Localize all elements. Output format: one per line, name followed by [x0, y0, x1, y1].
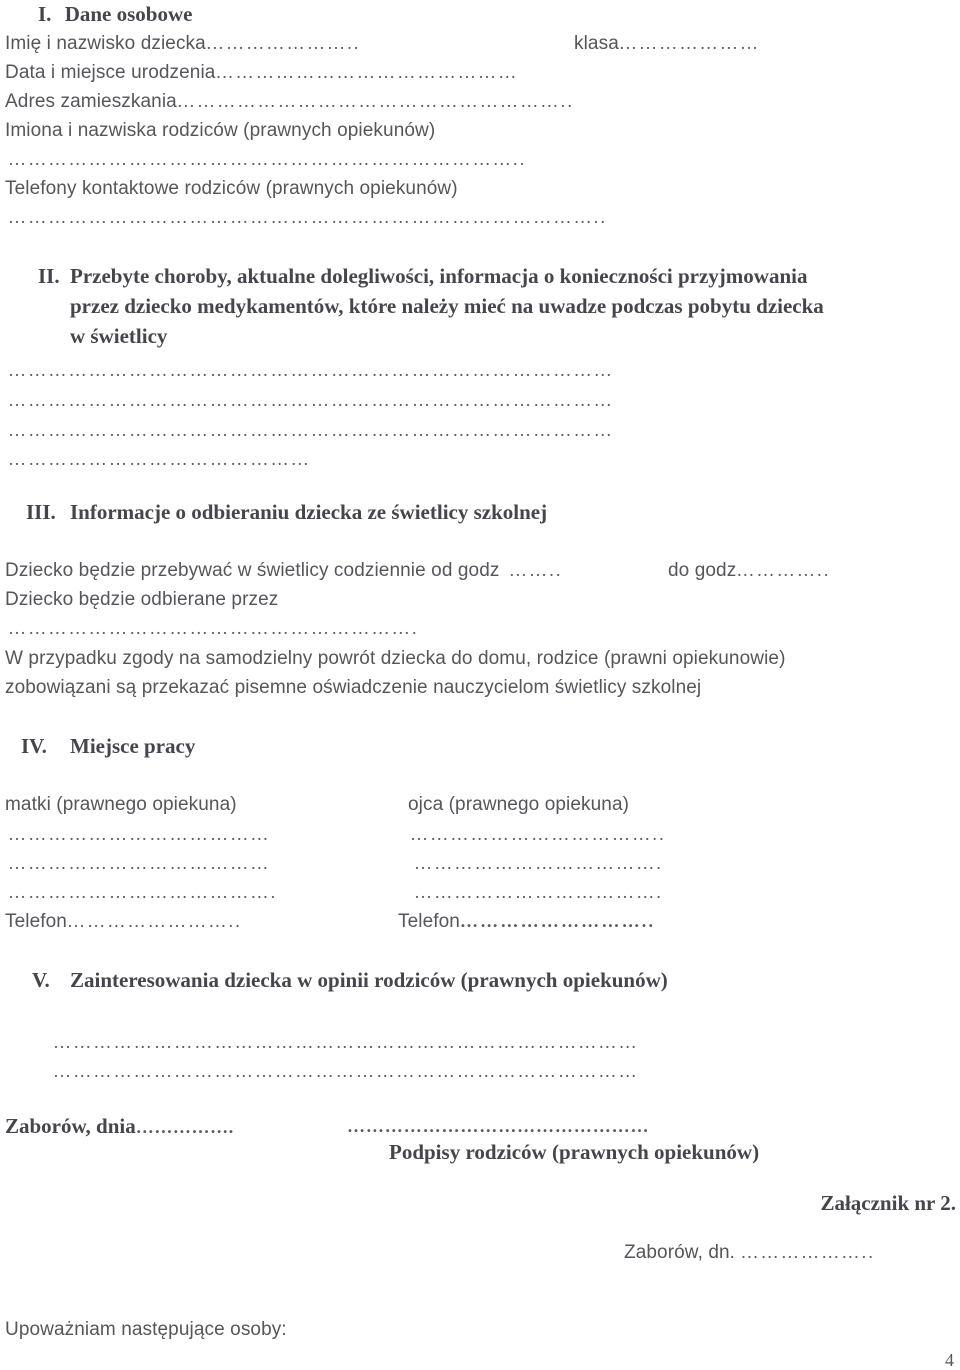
- phones-dots: ……………………………………………………………………………..: [8, 207, 608, 227]
- pickup-dots: …………………………………………………….: [8, 618, 419, 638]
- address-row: [5, 92, 574, 111]
- section-2-dots-1: ………………………………………………………………………………: [8, 360, 614, 380]
- mother-label: matki (prawnego opiekuna): [5, 794, 237, 815]
- birth-label: Data i miejsce urodzenia: [5, 62, 216, 83]
- to-hour-row: [668, 561, 831, 580]
- class-row: [574, 34, 760, 53]
- address-dots: …………………………………………………..: [176, 91, 575, 111]
- mother-dots-3: ………………………………….: [8, 882, 278, 902]
- signature-place-row: [5, 1116, 234, 1137]
- section-2-number: II.: [38, 264, 60, 288]
- section-2-dots-2: ………………………………………………………………………………: [8, 390, 614, 410]
- section-3-number: III.: [26, 500, 56, 524]
- mother-phone-dots: ……………………..: [66, 911, 242, 931]
- father-phone-label: Telefon: [398, 911, 460, 932]
- parents-dots: …………………………………………………………………..: [8, 149, 527, 169]
- section-2-title-line-1: Przebyte choroby, aktualne dolegliwości, informacja o konieczności przyjmowania: [70, 264, 808, 288]
- to-hour-label: do godz: [668, 560, 737, 581]
- father-label: ojca (prawnego opiekuna): [408, 794, 630, 815]
- section-5-dots-2: ……………………………………………………………………………: [53, 1061, 639, 1081]
- from-hour-dots: ……..: [508, 560, 563, 580]
- signature-place-dots: …………….: [135, 1117, 234, 1137]
- attachment-place-row: [624, 1243, 875, 1262]
- class-label: klasa: [574, 33, 619, 54]
- mother-dots-2: …………………………………: [8, 853, 271, 873]
- section-2-title-line-2: przez dziecko medykamentów, które należy mieć na uwadze podczas pobytu dziecka: [70, 294, 824, 318]
- address-label: Adres zamieszkania: [5, 91, 177, 112]
- birth-dots: ………………………………………: [215, 62, 519, 82]
- mother-phone-row: [5, 912, 242, 931]
- to-hour-dots: …………..: [736, 560, 831, 580]
- phones-label: Telefony kontaktowe rodziców (prawnych opiekunów): [5, 178, 458, 199]
- section-5-title: Zainteresowania dziecka w opinii rodziców (prawnych opiekunów): [70, 968, 668, 992]
- father-dots-2: ……………………………….: [414, 853, 664, 873]
- section-2-dots-4: ………………………………………: [8, 449, 311, 469]
- child-name-label: Imię i nazwisko dziecka: [5, 33, 206, 54]
- attachment-place-dots: ………………..: [740, 1242, 876, 1262]
- birth-row: [5, 63, 518, 82]
- note-line-1: W przypadku zgody na samodzielny powrót dziecka do domu, rodzice (prawni opiekunowie): [5, 648, 786, 669]
- mother-phone-label: Telefon: [5, 911, 67, 932]
- child-name-dots: …………………..: [205, 33, 361, 53]
- signature-line-dots: …………………………………………: [347, 1116, 650, 1136]
- child-name-row: [5, 34, 361, 53]
- stay-row: [5, 561, 563, 580]
- section-1-title: Dane osobowe: [64, 2, 193, 26]
- authorize-label: Upoważniam następujące osoby:: [5, 1319, 287, 1340]
- section-5-dots-1: ……………………………………………………………………………: [53, 1032, 639, 1052]
- section-3-title: Informacje o odbieraniu dziecka ze świetlicy szkolnej: [70, 500, 548, 524]
- section-2-dots-3: ………………………………………………………………………………: [8, 420, 614, 440]
- attachment-label: Załącznik nr 2.: [820, 1191, 956, 1215]
- signature-caption: Podpisy rodziców (prawnych opiekunów): [389, 1140, 760, 1164]
- section-1-number: I.: [38, 2, 52, 26]
- note-line-2: zobowiązani są przekazać pisemne oświadczenie nauczycielom świetlicy szkolnej: [5, 677, 702, 698]
- class-dots: …………………: [618, 33, 761, 53]
- section-5-number: V.: [32, 968, 50, 992]
- mother-dots-1: …………………………………: [8, 824, 271, 844]
- section-4-title: Miejsce pracy: [70, 734, 196, 758]
- father-phone-row: [398, 912, 655, 931]
- parents-label: Imiona i nazwiska rodziców (prawnych opiekunów): [5, 120, 436, 141]
- father-dots-3: ……………………………….: [414, 882, 664, 902]
- pickup-label: Dziecko będzie odbierane przez: [5, 589, 279, 610]
- section-4-number: IV.: [21, 734, 47, 758]
- father-phone-dots: ………………………..: [459, 911, 656, 931]
- page-number: 4: [945, 1350, 954, 1370]
- attachment-place-label: Zaborów, dn.: [624, 1242, 736, 1263]
- section-2-title-line-3: w świetlicy: [70, 324, 168, 348]
- father-dots-1: ………………………………..: [410, 824, 666, 844]
- stay-label: Dziecko będzie przebywać w świetlicy codziennie od godz: [5, 560, 500, 581]
- signature-place-label: Zaborów, dnia: [5, 1114, 136, 1138]
- section-1-heading: [38, 4, 192, 25]
